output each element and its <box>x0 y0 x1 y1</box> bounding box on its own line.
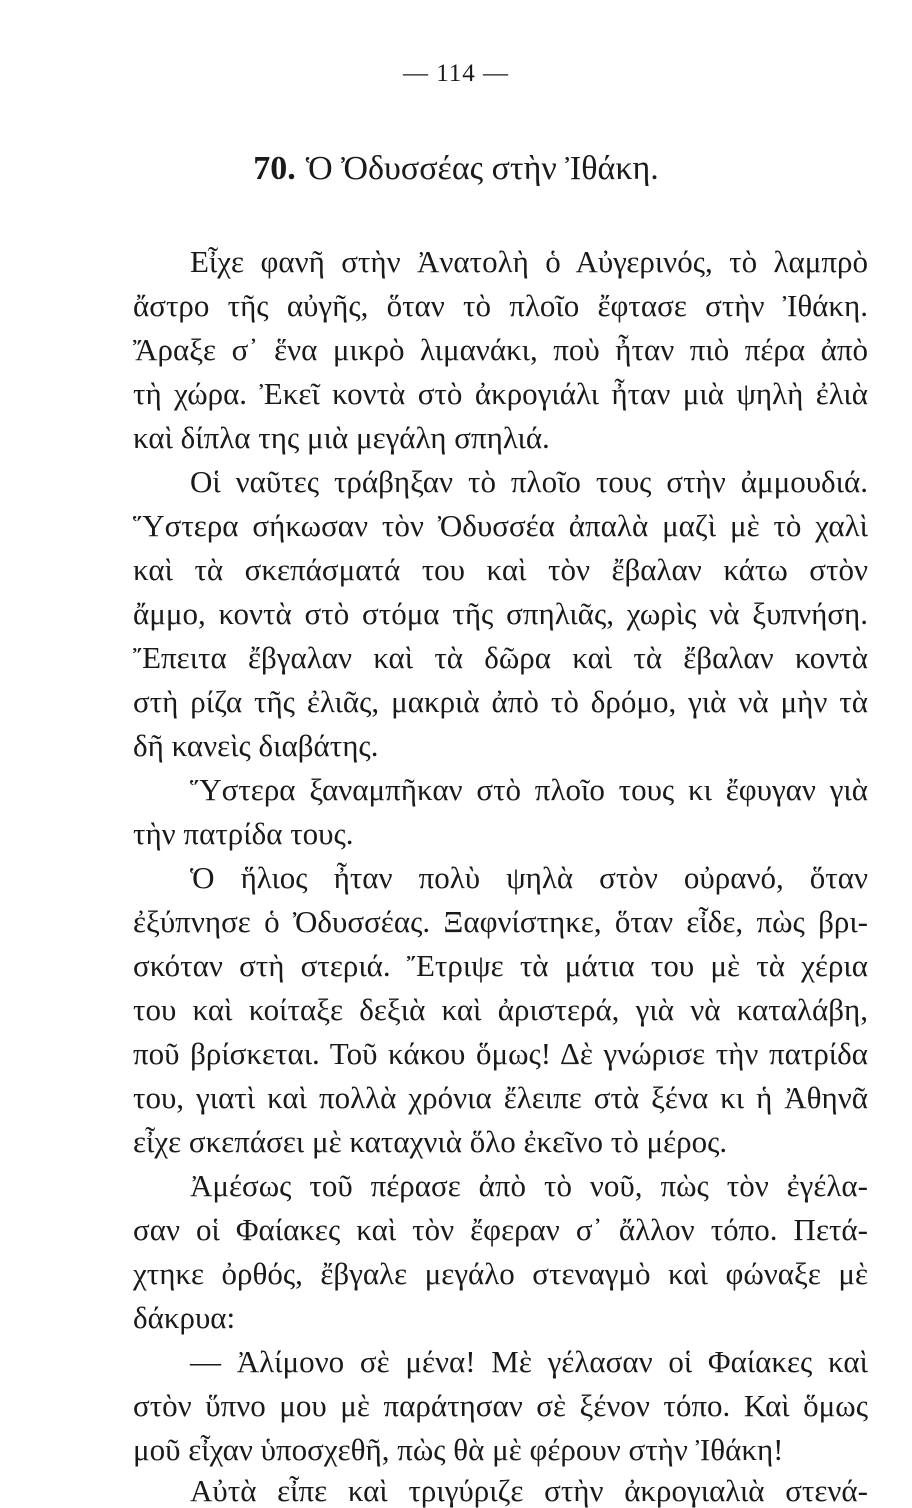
text-line: δάκρυα: <box>133 1300 236 1335</box>
text-line: του, γιατὶ καὶ πολλὰ χρόνια ἔλειπε στὰ ξένα κι ἡ Ἀθηνᾶ <box>133 1080 868 1115</box>
text-line: Εἶχε φανῆ στὴν Ἀνατολὴ ὁ Αὐγερινός, τὸ λαμπρὸ <box>190 244 868 279</box>
text-line: στὸν ὕπνο μου μὲ παράτησαν σὲ ξένον τόπο. Καὶ ὅμως <box>133 1388 868 1423</box>
text-line: Ἔπειτα ἔβγαλαν καὶ τὰ δῶρα καὶ τὰ ἔβαλαν κοντὰ <box>133 640 868 675</box>
chapter-heading <box>0 150 912 188</box>
text-line: Αὐτὰ εἶπε καὶ τριγύριζε στὴν ἀκρογιαλιὰ στενά- <box>190 1473 868 1508</box>
page-number: — 114 — <box>402 60 510 87</box>
text-line: Οἱ ναῦτες τράβηξαν τὸ πλοῖο τους στὴν ἀμμουδιά. <box>190 464 868 499</box>
text-line: τὴν πατρίδα τους. <box>133 816 354 851</box>
text-line: μοῦ εἶχαν ὑποσχεθῆ, πὼς θὰ μὲ φέρουν στὴν Ἰθάκη! <box>133 1432 784 1467</box>
text-line: χτηκε ὀρθός, ἔβγαλε μεγάλο στεναγμὸ καὶ φώναξε μὲ <box>133 1256 868 1291</box>
text-line: δῆ κανεὶς διαβάτης. <box>133 728 379 763</box>
text-line: καὶ δίπλα της μιὰ μεγάλη σπηλιά. <box>133 420 550 455</box>
text-line: εἶχε σκεπάσει μὲ καταχνιὰ ὅλο ἐκεῖνο τὸ μέρος. <box>133 1124 728 1159</box>
text-line: Ἀμέσως τοῦ πέρασε ἀπὸ τὸ νοῦ, πὼς τὸν ἐγέλα- <box>190 1168 868 1203</box>
text-line: ἐξύπνησε ὁ Ὀδυσσέας. Ξαφνίστηκε, ὅταν εἶδε, πὼς βρι- <box>133 904 868 939</box>
text-line: Ὁ ἥλιος ἦταν πολὺ ψηλὰ στὸν οὐρανό, ὅταν <box>190 860 868 895</box>
text-line: στὴ ρίζα τῆς ἐλιᾶς, μακριὰ ἀπὸ τὸ δρόμο, γιὰ νὰ μὴν τὰ <box>133 684 868 719</box>
text-line: σαν οἱ Φαίακες καὶ τὸν ἔφεραν σ᾽ ἄλλον τόπο. Πετά- <box>133 1212 868 1247</box>
text-line: καὶ τὰ σκεπάσματά του καὶ τὸν ἔβαλαν κάτω στὸν <box>133 552 868 587</box>
text-line: ποῦ βρίσκεται. Τοῦ κάκου ὅμως! Δὲ γνώρισε τὴν πατρίδα <box>133 1036 868 1071</box>
chapter-number: 70. <box>253 150 296 187</box>
text-line: Ἄραξε σ᾽ ἕνα μικρὸ λιμανάκι, ποὺ ἦταν πιὸ πέρα ἀπὸ <box>133 332 868 367</box>
text-line: σκόταν στὴ στεριά. Ἔτριψε τὰ μάτια του μὲ τὰ χέρια <box>133 948 868 983</box>
text-line: ἄστρο τῆς αὐγῆς, ὅταν τὸ πλοῖο ἔφτασε στὴν Ἰθάκη. <box>133 288 868 323</box>
text-line: τὴ χώρα. Ἐκεῖ κοντὰ στὸ ἀκρογιάλι ἦταν μιὰ ψηλὴ ἐλιὰ <box>133 376 868 411</box>
text-line: — Ἀλίμονο σὲ μένα! Μὲ γέλασαν οἱ Φαίακες καὶ <box>190 1344 868 1379</box>
text-line: ἄμμο, κοντὰ στὸ στόμα τῆς σπηλιᾶς, χωρὶς νὰ ξυπνήση. <box>133 596 868 631</box>
text-line: του καὶ κοίταξε δεξιὰ καὶ ἀριστερά, γιὰ νὰ καταλάβη, <box>133 992 868 1027</box>
text-line: Ὕστερα σήκωσαν τὸν Ὀδυσσέα ἀπαλὰ μαζὶ μὲ τὸ χαλὶ <box>133 508 868 543</box>
chapter-title: Ὁ Ὀδυσσέας στὴν Ἰθάκη. <box>305 150 659 187</box>
text-line: Ὕστερα ξαναμπῆκαν στὸ πλοῖο τους κι ἔφυγαν γιὰ <box>190 772 868 807</box>
